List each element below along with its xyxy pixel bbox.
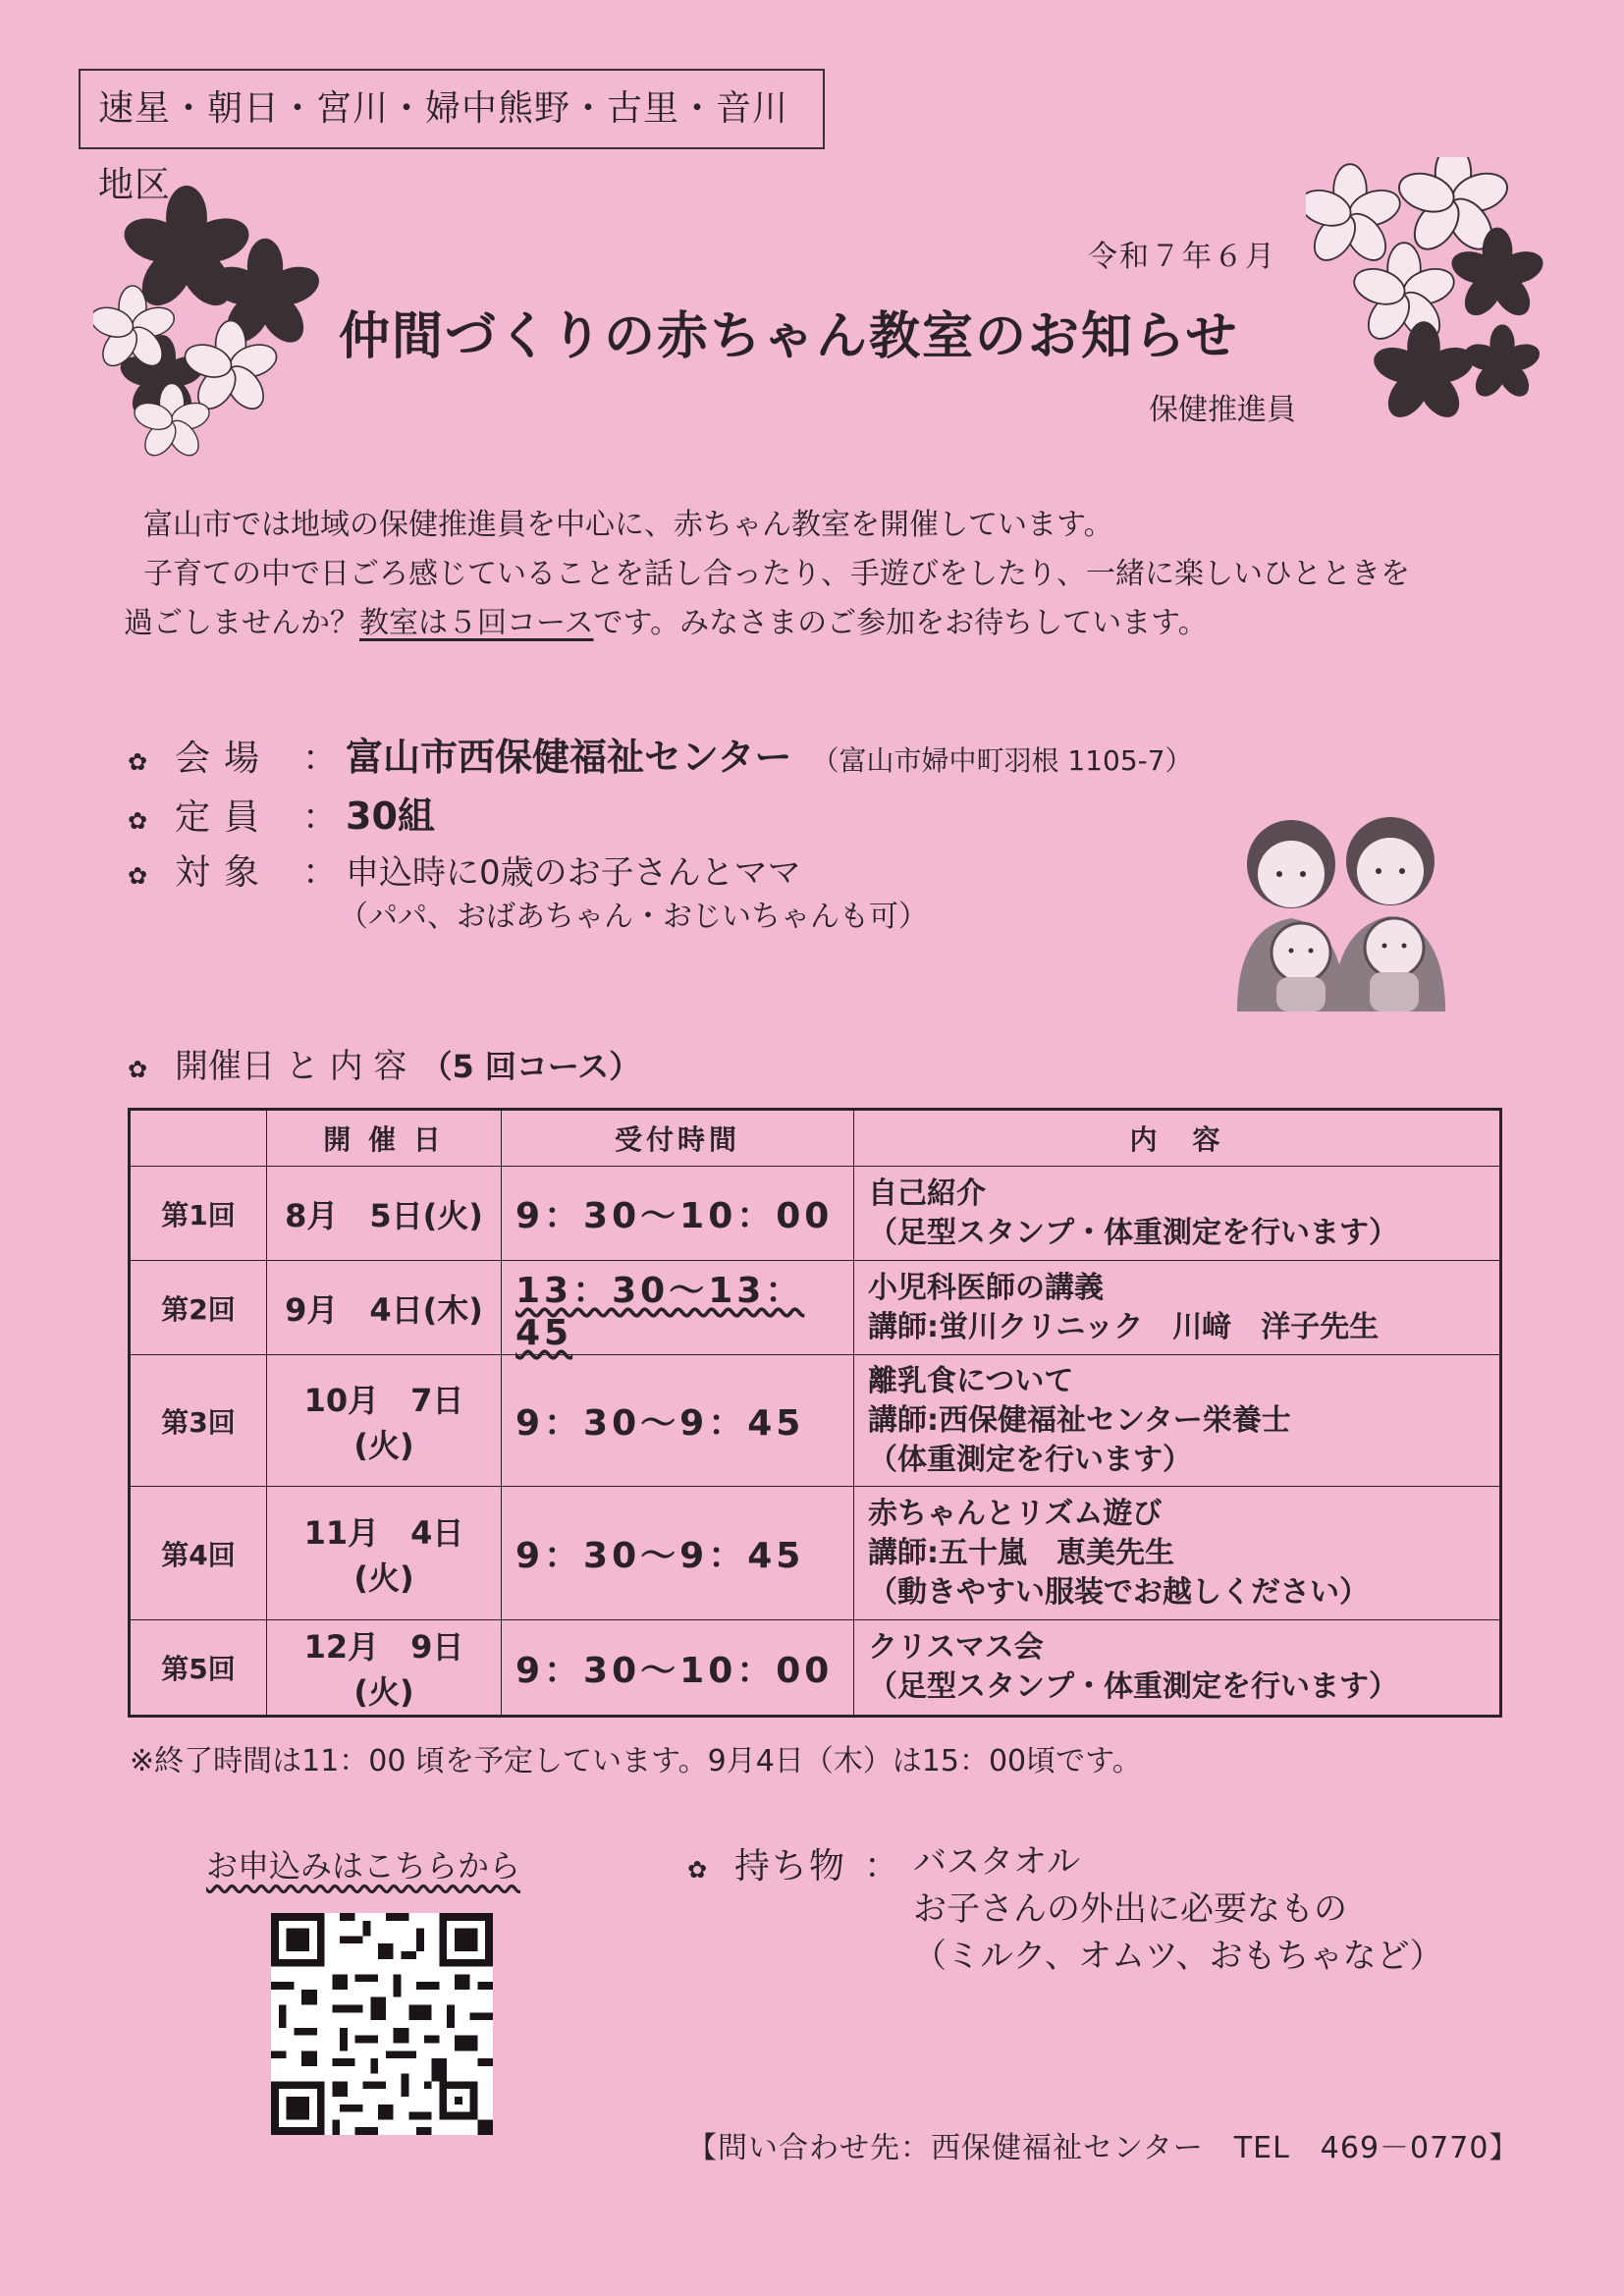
intro-line-3: 過ごしませんか？教室は５回コースです。みなさまのご参加をお待ちしています。 <box>124 606 1208 640</box>
session-number: 第3回 <box>130 1355 267 1487</box>
capacity-value: 30組 <box>346 794 435 838</box>
flower-decoration-left <box>93 182 349 457</box>
apply-label: お申込みはこちらから <box>206 1847 521 1885</box>
bring-heading-row: ✿ 持ち物 ： <box>687 1838 917 1888</box>
qr-code-icon[interactable] <box>271 1913 493 2135</box>
session-content: 赤ちゃんとリズム遊び 講師:五十嵐 恵美先生 （動きやすい服装でお越しください） <box>854 1487 1501 1620</box>
table-header-row <box>130 1110 1501 1167</box>
session-time: 9：30～10：00 <box>502 1167 854 1261</box>
schedule-table <box>128 1108 1502 1718</box>
page-title: 仲間づくりの赤ちゃん教室のお知らせ <box>339 307 1239 366</box>
intro-line-1: 富山市では地域の保健推進員を中心に、赤ちゃん教室を開催しています。 <box>143 508 1113 542</box>
flower-decoration-right <box>1306 157 1551 422</box>
intro-text <box>126 501 1500 648</box>
capacity-row: ✿ 定員 ： 30組 <box>128 786 435 840</box>
session-date: 11月 4日(火) <box>267 1487 502 1620</box>
list-item: バスタオル <box>913 1842 1080 1882</box>
course-emphasis: 教室は５回コース <box>359 606 594 640</box>
flower-icon: ✿ <box>128 748 148 776</box>
flower-icon: ✿ <box>128 862 148 890</box>
issuer: 保健推進員 <box>1149 393 1296 427</box>
flower-icon: ✿ <box>687 1856 708 1884</box>
family-illustration <box>1218 791 1453 1011</box>
session-content: 自己紹介 （足型スタンプ・体重測定を行います） <box>854 1167 1501 1261</box>
session-date: 9月 4日(木) <box>267 1261 502 1355</box>
session-date: 12月 9日(火) <box>267 1620 502 1717</box>
end-time-note: ※終了時間は11：00 頃を予定しています。9月4日（木）は15：00頃です。 <box>130 1744 1142 1778</box>
schedule-heading-row <box>128 1039 640 1087</box>
column-header: 開 催 日 <box>267 1110 502 1167</box>
session-number: 第4回 <box>130 1487 267 1620</box>
district-label: 速星・朝日・宮川・婦中熊野・古里・音川地区 <box>79 69 825 149</box>
venue-value: 富山市西保健福祉センター <box>346 736 792 779</box>
column-header <box>130 1110 267 1167</box>
session-time: 13：30～13：45 <box>502 1261 854 1355</box>
venue-row: ✿ 会場 ： 富山市西保健福祉センター （富山市婦中町羽根 1105-7） <box>128 727 1193 781</box>
session-date: 10月 7日(火) <box>267 1355 502 1487</box>
column-header: 受付時間 <box>502 1110 854 1167</box>
session-number: 第2回 <box>130 1261 267 1355</box>
schedule-course: （5 回コース） <box>420 1048 641 1085</box>
session-time: 9：30～10：00 <box>502 1620 854 1717</box>
flower-icon: ✿ <box>128 807 148 835</box>
session-time: 9：30～9：45 <box>502 1487 854 1620</box>
session-time: 9：30～9：45 <box>502 1355 854 1487</box>
session-number: 第5回 <box>130 1620 267 1717</box>
table-row <box>130 1487 1501 1620</box>
list-item: お子さんの外出に必要なもの <box>913 1889 1347 1929</box>
target-note: （パパ、おばあちゃん・おじいちゃんも可） <box>339 900 928 934</box>
session-content: 離乳食について 講師:西保健福祉センター栄養士 （体重測定を行います） <box>854 1355 1501 1487</box>
flower-icon: ✿ <box>128 1056 148 1083</box>
table-row <box>130 1167 1501 1261</box>
session-content: 小児科医師の講義 講師:蛍川クリニック 川﨑 洋子先生 <box>854 1261 1501 1355</box>
target-row: ✿ 対象 ： 申込時に0歳のお子さんとママ <box>128 845 801 895</box>
issue-date: 令和７年６月 <box>1088 240 1276 274</box>
intro-line-2: 子育ての中で日ごろ感じていることを話し合ったり、手遊びをしたり、一緒に楽しいひとときを <box>143 557 1410 591</box>
session-content: クリスマス会 （足型スタンプ・体重測定を行います） <box>854 1620 1501 1717</box>
bring-items <box>913 1842 1443 1980</box>
bring-label: 持ち物 <box>734 1846 847 1886</box>
venue-address: （富山市婦中町羽根 1105-7） <box>811 744 1193 777</box>
table-row <box>130 1620 1501 1717</box>
list-item: （ミルク、オムツ、おもちゃなど） <box>913 1937 1443 1976</box>
capacity-label: 定員 <box>175 797 274 838</box>
schedule-heading: 開催日 と 内 容 <box>175 1047 407 1086</box>
contact-info: 【問い合わせ先：西保健福祉センター TEL 469－0770】 <box>687 2131 1520 2165</box>
venue-label: 会場 <box>175 738 274 779</box>
session-date: 8月 5日(火) <box>267 1167 502 1261</box>
target-value: 申込時に0歳のお子さんとママ <box>346 853 801 893</box>
target-label: 対象 <box>175 852 274 893</box>
column-header: 内 容 <box>854 1110 1501 1167</box>
session-number: 第1回 <box>130 1167 267 1261</box>
table-row <box>130 1355 1501 1487</box>
table-row <box>130 1261 1501 1355</box>
